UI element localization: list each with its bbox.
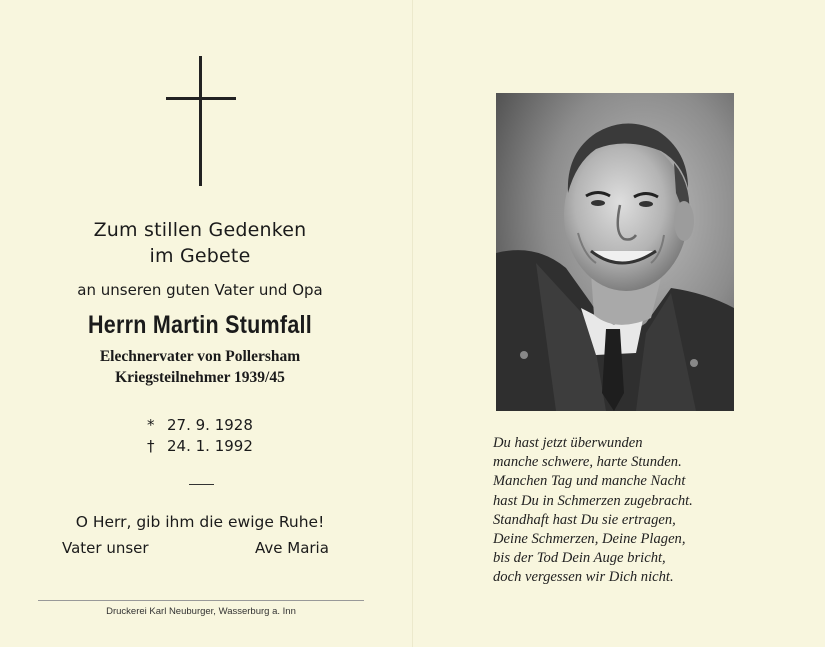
poem-line: Du hast jetzt überwunden bbox=[493, 435, 643, 451]
poem-line: manche schwere, harte Stunden. bbox=[493, 454, 682, 471]
cross-icon bbox=[166, 56, 236, 186]
poem-line: Manchen Tag und manche Nacht bbox=[493, 473, 686, 490]
heading-line-2: im Gebete bbox=[149, 245, 251, 267]
death-symbol: † bbox=[147, 437, 155, 455]
death-date-row bbox=[147, 437, 253, 455]
poem bbox=[493, 434, 693, 588]
printer-imprint: Druckerei Karl Neuburger, Wasserburg a. Inn bbox=[106, 606, 296, 617]
poem-line: hast Du in Schmerzen zugebracht. bbox=[493, 492, 693, 509]
death-date: 24. 1. 1992 bbox=[167, 437, 253, 455]
poem-line: doch vergessen wir Dich nicht. bbox=[493, 569, 674, 586]
portrait-photo bbox=[496, 93, 734, 411]
prayer-vater-unser: Vater unser bbox=[62, 539, 149, 557]
poem-line: Standhaft hast Du sie ertragen, bbox=[493, 511, 676, 528]
subtitle-occupation: Elechnervater von Pollersham bbox=[99, 348, 301, 365]
subtitle-veteran: Kriegsteilnehmer 1939/45 bbox=[115, 369, 285, 386]
birth-date-row bbox=[147, 416, 253, 434]
poem-line: Deine Schmerzen, Deine Plagen, bbox=[493, 531, 686, 548]
dedication-line: an unseren guten Vater und Opa bbox=[77, 281, 323, 299]
birth-symbol: * bbox=[147, 416, 155, 434]
fold-line bbox=[412, 0, 413, 647]
deceased-name: Herrn Martin Stumfall bbox=[87, 311, 313, 339]
footer-rule bbox=[38, 600, 364, 601]
prayer-ave-maria: Ave Maria bbox=[255, 539, 329, 557]
poem-line: bis der Tod Dein Auge bricht, bbox=[493, 550, 666, 567]
heading-line-1: Zum stillen Gedenken bbox=[93, 219, 307, 241]
birth-date: 27. 9. 1928 bbox=[167, 416, 253, 434]
divider-dash bbox=[189, 484, 214, 485]
prayer-line: O Herr, gib ihm die ewige Ruhe! bbox=[75, 513, 325, 531]
